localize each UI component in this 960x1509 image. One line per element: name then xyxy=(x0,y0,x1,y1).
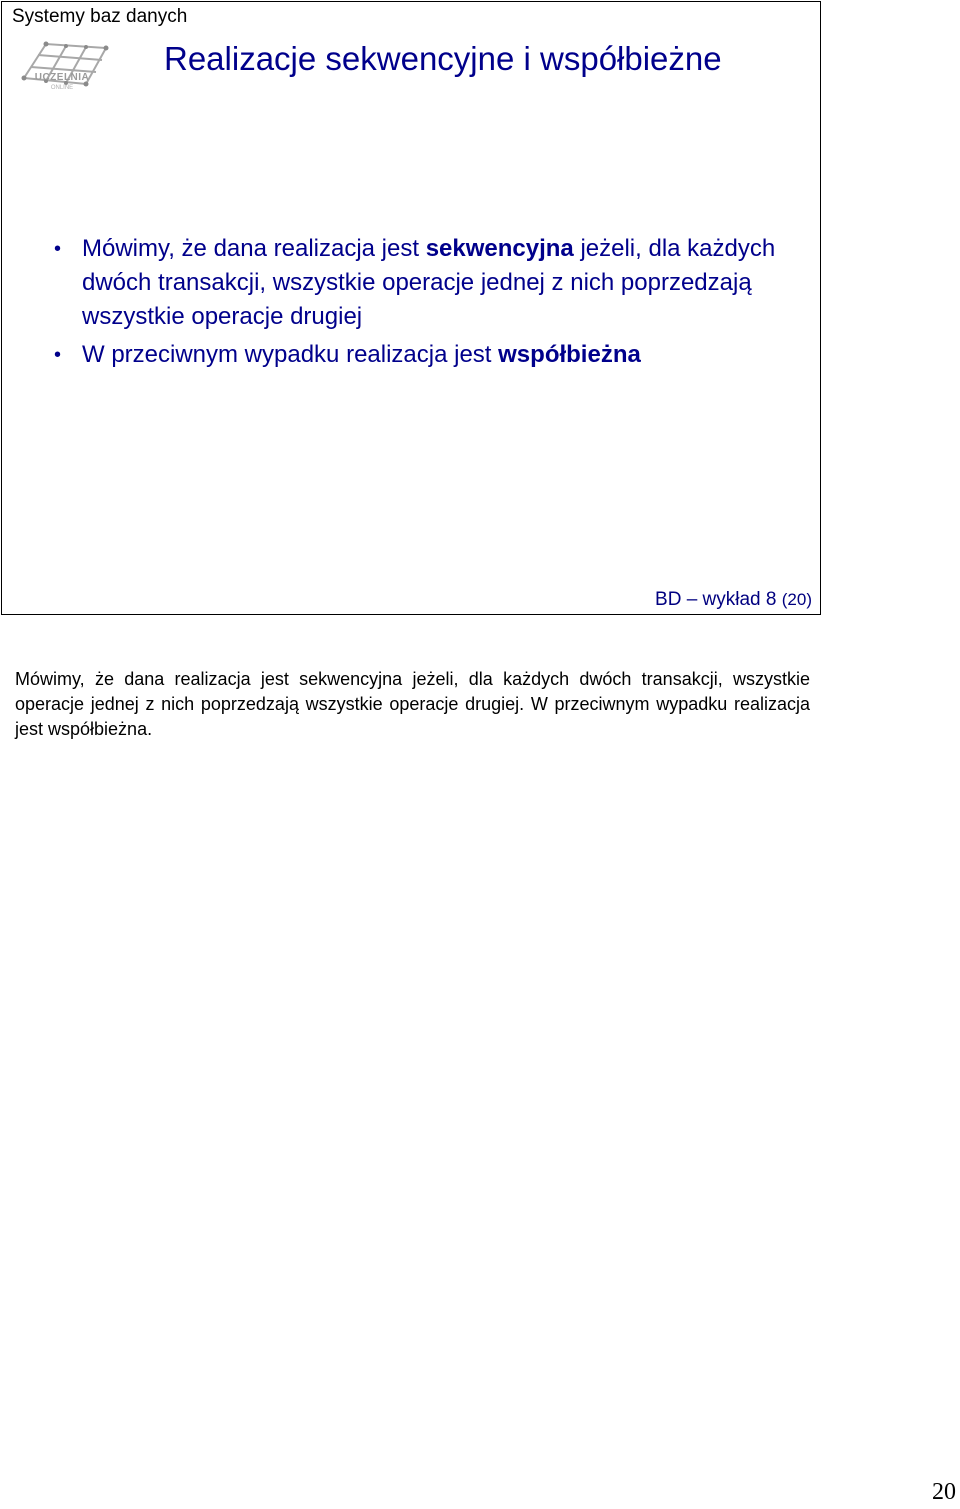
bullet-item: • Mówimy, że dana realizacja jest sekwencyjna jeżeli, dla każdych dwóch transakcji, wszystkie operacje jednej z nich poprzedzają wszystkie operacje drugiej xyxy=(52,232,782,334)
bullet-icon: • xyxy=(54,344,62,366)
bold-term: współbieżna xyxy=(498,341,641,368)
course-label: Systemy baz danych xyxy=(12,6,188,27)
bold-term: sekwencyjna xyxy=(425,235,574,262)
slide-title: Realizacje sekwencyjne i współbieżne xyxy=(164,40,722,77)
slide-frame xyxy=(1,1,821,615)
bullet-icon: • xyxy=(54,238,62,260)
bullet-list xyxy=(52,232,782,376)
speaker-notes: Mówimy, że dana realizacja jest sekwencyjna jeżeli, dla każdych dwóch transakcji, wszystkie operacje jednej z nich poprzedzają wszystkie operacje drugiej. W przeciwnym wypadku realizacja jest współbieżna. xyxy=(15,669,810,739)
footer-label: BD – wykład 8 xyxy=(655,589,777,610)
logo-text: UCZELNIA xyxy=(34,72,90,83)
page-number: 20 xyxy=(932,1479,956,1505)
logo-subtext: ONLINE xyxy=(50,85,74,91)
slide-footer xyxy=(655,589,812,611)
slide-page-number: (20) xyxy=(781,590,812,609)
bullet-item: • W przeciwnym wypadku realizacja jest współbieżna xyxy=(52,338,782,372)
